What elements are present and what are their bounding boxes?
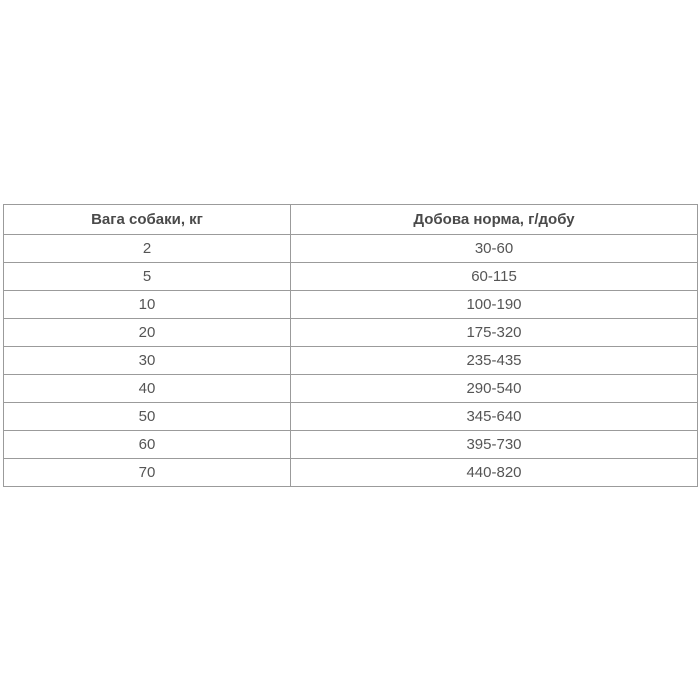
dog-weight-cell: 5 — [4, 263, 291, 291]
table-row — [4, 403, 698, 431]
table-body — [4, 235, 698, 487]
table-row — [4, 319, 698, 347]
dog-weight-cell: 50 — [4, 403, 291, 431]
daily-norm-cell: 60-115 — [291, 263, 698, 291]
table-row — [4, 459, 698, 487]
table-row — [4, 431, 698, 459]
dog-weight-cell: 10 — [4, 291, 291, 319]
dog-weight-cell: 60 — [4, 431, 291, 459]
daily-norm-cell: 395-730 — [291, 431, 698, 459]
daily-norm-cell: 100-190 — [291, 291, 698, 319]
table-row — [4, 291, 698, 319]
dog-weight-cell: 40 — [4, 375, 291, 403]
dog-weight-cell: 30 — [4, 347, 291, 375]
table-row — [4, 235, 698, 263]
daily-norm-cell: 440-820 — [291, 459, 698, 487]
daily-norm-cell: 30-60 — [291, 235, 698, 263]
daily-norm-cell: 345-640 — [291, 403, 698, 431]
table-row — [4, 375, 698, 403]
dog-weight-cell: 70 — [4, 459, 291, 487]
dog-weight-cell: 2 — [4, 235, 291, 263]
daily-norm-cell: 235-435 — [291, 347, 698, 375]
daily-norm-cell: 290-540 — [291, 375, 698, 403]
table-header-row — [4, 205, 698, 235]
column-header-dog-weight: Вага собаки, кг — [4, 205, 291, 235]
daily-norm-cell: 175-320 — [291, 319, 698, 347]
table-row — [4, 347, 698, 375]
dog-weight-cell: 20 — [4, 319, 291, 347]
table-row — [4, 263, 698, 291]
column-header-daily-norm: Добова норма, г/добу — [291, 205, 698, 235]
feeding-norms-table — [3, 204, 698, 487]
